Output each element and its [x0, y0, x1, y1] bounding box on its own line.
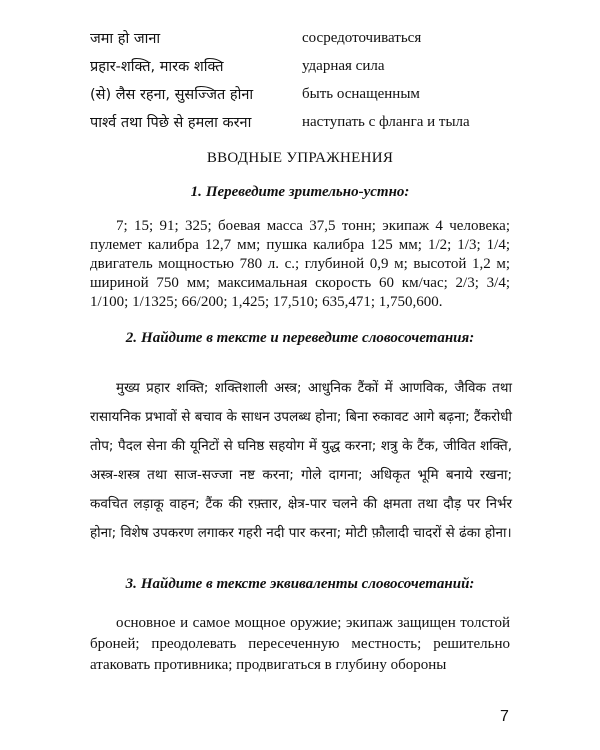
exercise-1-title: Переведите зрительно-устно:	[205, 184, 410, 200]
exercise-1-number: 1.	[190, 184, 202, 200]
exercise-3-number: 3.	[125, 576, 137, 592]
vocabulary-russian: сосредоточиваться	[302, 29, 422, 46]
vocabulary-row	[90, 24, 520, 52]
vocabulary-hindi: (से) लैस रहना, सुसज्जित होना	[90, 87, 254, 103]
page-number: 7	[500, 708, 509, 725]
vocabulary-list	[90, 24, 520, 136]
exercise-3-heading	[0, 576, 600, 593]
vocabulary-hindi: प्रहार-शक्ति, मारक शक्ति	[90, 59, 224, 75]
vocabulary-hindi: जमा हो जाना	[90, 31, 161, 47]
vocabulary-row	[90, 108, 520, 136]
exercise-2-number: 2.	[125, 330, 138, 346]
exercise-2-title: Найдите в тексте и переведите словосочетания:	[141, 330, 475, 346]
section-title: ВВОДНЫЕ УПРАЖНЕНИЯ	[206, 150, 394, 166]
exercise-2-heading	[0, 330, 600, 347]
vocabulary-russian: ударная сила	[302, 57, 385, 74]
vocabulary-row	[90, 80, 520, 108]
vocabulary-russian: быть оснащенным	[302, 85, 420, 102]
vocabulary-russian: наступать с фланга и тыла	[302, 113, 470, 130]
exercise-3-text: основное и самое мощное оружие; экипаж защищен толстой броней; преодолевать пересеченную местность; решительно атаковать противника; продвигаться в глубину обороны	[90, 615, 510, 673]
exercise-3-title: Найдите в тексте эквиваленты словосочетаний:	[140, 576, 475, 592]
exercise-2-text: मुख्य प्रहार शक्ति; शक्तिशाली अस्त्र; आधुनिक टैंकों में आणविक, जैविक तथा रासायनिक प्रभावों से बचाव के साधन उपलब्ध होना; बिना रुकावट आगे बढ़ना; टैंकरोधी तोप; पैदल सेना की यूनिटों से घनिष्ठ सहयोग में युद्ध करना; शत्रु के टैंक, जीवित शक्ति, अस्त्र-शस्त्र तथा साज-सज्जा नष्ट करना; गोले दागना; अधिकृत भूमि बनाये रखना; कवचित लड़ाकू वाहन; टैंक की रफ़्तार, क्षेत्र-पार चलने की क्षमता तथा दौड़ पर निर्भर होना; विशेष उपकरण लगाकर गहरी नदी पार करना; मोटी फ़ौलादी चादरों से ढंका होना।	[90, 380, 512, 541]
vocabulary-row	[90, 52, 520, 80]
vocabulary-hindi: पार्श्व तथा पिछे से हमला करना	[90, 115, 252, 131]
exercise-1-text: 7; 15; 91; 325; боевая масса 37,5 тонн; экипаж 4 человека; пулемет калибра 12,7 мм; пушка калибра 125 мм; 1/2; 1/3; 1/4; двигатель мощностью 780 л. с.; глубиной 0,9 м; высотой 1,2 м; шириной 750 мм; максимальная скорость 60 км/час; 2/3; 3/4; 1/100; 1/1325; 66/200; 1,425; 17,510; 635,471; 1,750,600.	[90, 218, 510, 310]
exercise-1-heading	[0, 184, 600, 201]
